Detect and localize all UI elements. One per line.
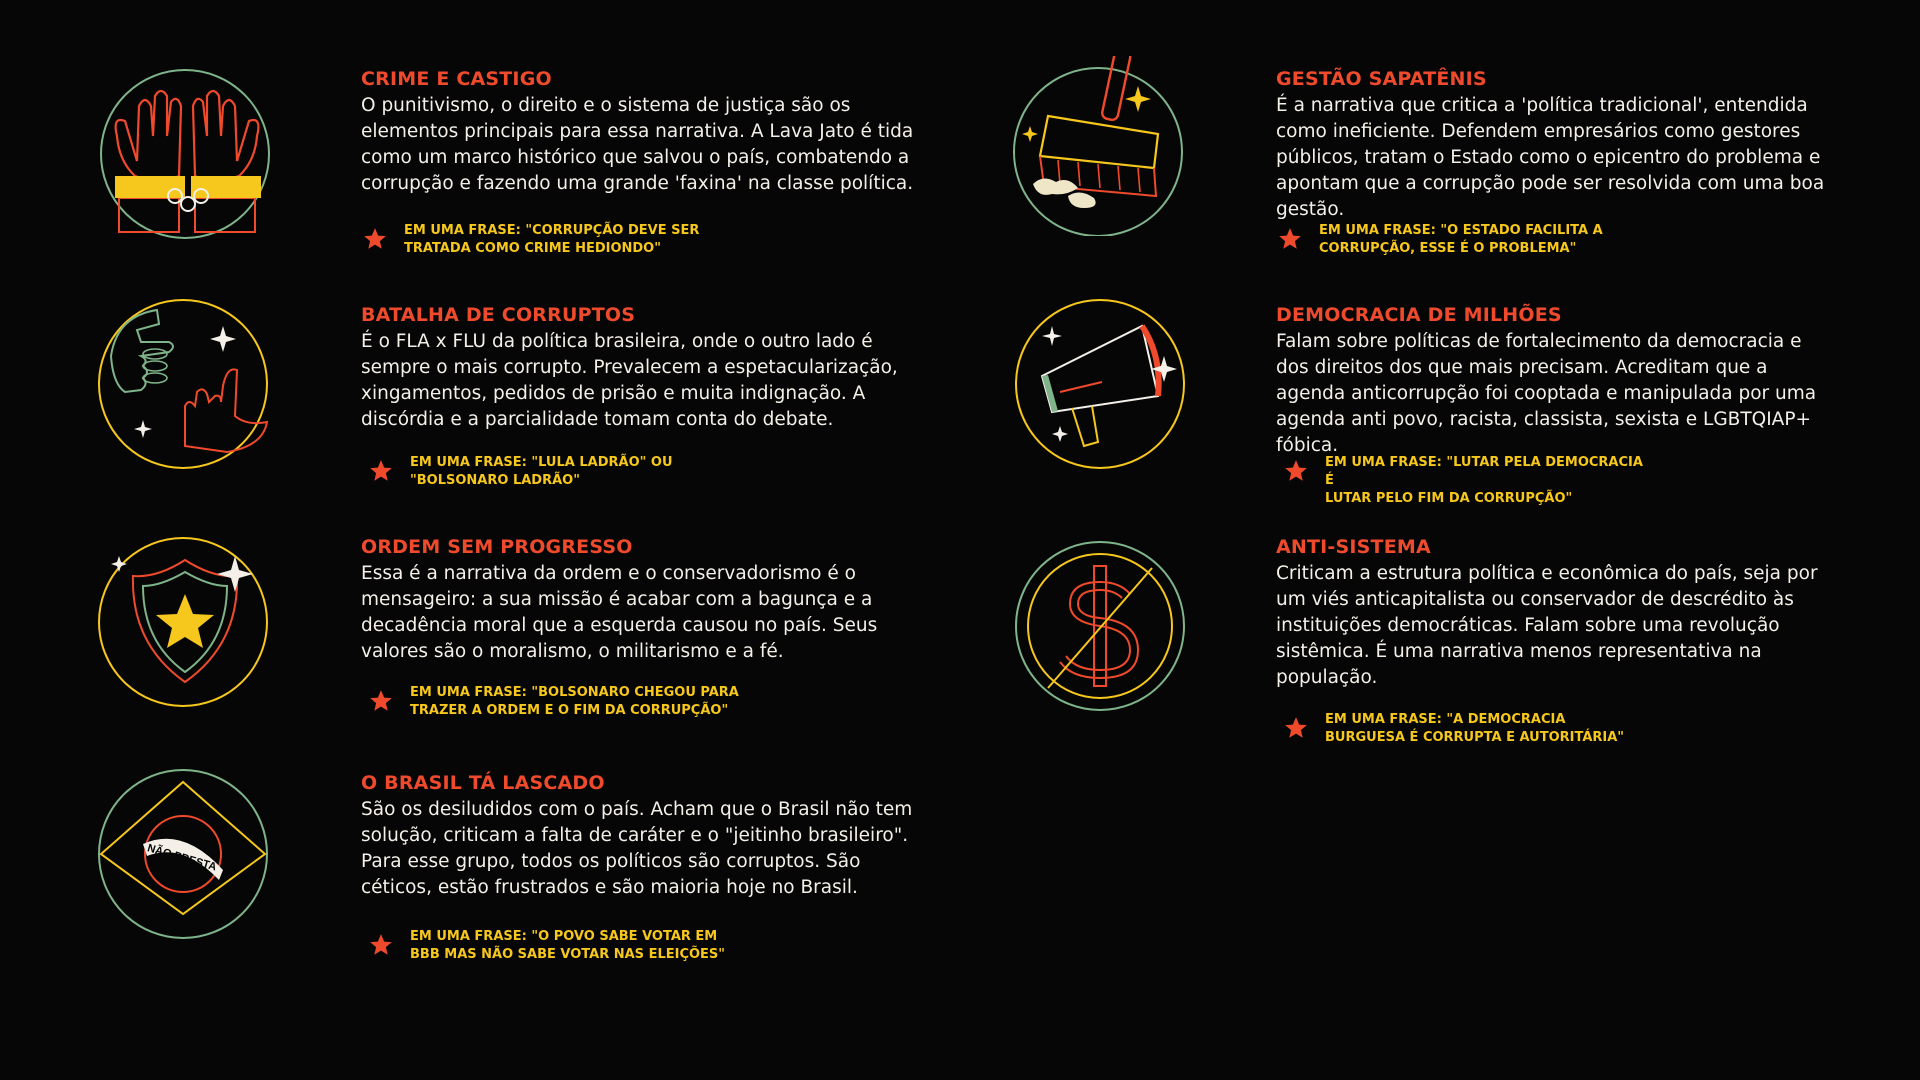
card-description: É o FLA x FLU da política brasileira, onde o outro lado é sempre o mais corrupto. Prevalecem a espetacularização, xingamentos, pedidos de prisão e muita indignação. A discórdia e a parcialidade tomam conta do debate.	[361, 331, 898, 430]
card-title: ORDEM SEM PROGRESSO	[361, 536, 633, 558]
shield-star-icon	[97, 534, 277, 714]
star-icon	[368, 932, 394, 958]
brazil-flag-icon	[97, 768, 277, 948]
card-description: O punitivismo, o direito e o sistema de justiça são os elementos principais para essa narrativa. A Lava Jato é tida como um marco histórico que salvou o país, combatendo a corrupção e fazendo uma grande 'faxina' na classe política.	[361, 95, 914, 194]
phrase-text: EM UMA FRASE: "A DEMOCRACIA BURGUESA É CORRUPTA E AUTORITÁRIA"	[1325, 712, 1625, 745]
flag-band-label: NÃO PRESTA	[145, 842, 218, 874]
card-title: GESTÃO SAPATÊNIS	[1276, 68, 1487, 90]
star-icon	[1283, 458, 1309, 484]
star-icon	[1277, 226, 1303, 252]
card-title: BATALHA DE CORRUPTOS	[361, 304, 636, 326]
phrase-text: EM UMA FRASE: "O ESTADO FACILITA A CORRUPÇÃO, ESSE É O PROBLEMA"	[1319, 223, 1603, 256]
phrase-text: EM UMA FRASE: "CORRUPÇÃO DEVE SER TRATADA COMO CRIME HEDIONDO"	[404, 223, 700, 256]
card-description: Falam sobre políticas de fortalecimento da democracia e dos direitos dos que mais precisam. Acreditam que a agenda anticorrupção foi cooptada e manipulada por uma agenda anti povo, racista, classista, sexista e LGBTQIAP+ fóbica.	[1276, 331, 1817, 456]
card-description: São os desiludidos com o país. Acham que o Brasil não tem solução, criticam a falta de caráter e o "jeitinho brasileiro". Para esse grupo, todos os políticos são corruptos. São céticos, estão frustrados e são maioria hoje no Brasil.	[361, 799, 913, 898]
star-icon	[368, 458, 394, 484]
star-icon	[1283, 715, 1309, 741]
star-icon	[362, 226, 388, 252]
card-title: DEMOCRACIA DE MILHÕES	[1276, 304, 1562, 326]
phrase-text: EM UMA FRASE: "BOLSONARO CHEGOU PARA TRAZER A ORDEM E O FIM DA CORRUPÇÃO"	[410, 685, 739, 718]
megaphone-icon	[1012, 296, 1192, 476]
card-title: O BRASIL TÁ LASCADO	[361, 772, 605, 794]
pointing-hands-icon	[97, 296, 277, 476]
card-title: ANTI-SISTEMA	[1276, 536, 1431, 558]
card-title: CRIME E CASTIGO	[361, 68, 552, 90]
phrase-text: EM UMA FRASE: "LUTAR PELA DEMOCRACIA É LUTAR PELO FIM DA CORRUPÇÃO"	[1325, 455, 1643, 506]
phrase-text: EM UMA FRASE: "LULA LADRÃO" OU "BOLSONARO LADRÃO"	[410, 455, 673, 488]
card-description: Essa é a narrativa da ordem e o conservadorismo é o mensageiro: a sua missão é acabar com a bagunça e a decadência moral que a esquerda causou no país. Seus valores são o moralismo, o militarismo e a fé.	[361, 563, 878, 662]
crossed-dollar-icon	[1012, 538, 1192, 718]
star-icon	[368, 688, 394, 714]
handcuffed-hands-icon	[97, 66, 277, 246]
card-description: É a narrativa que critica a 'política tradicional', entendida como ineficiente. Defendem empresários como gestores públicos, tratam o Estado como o epicentro do problema e apontam que a corrupção pode ser resolvida com uma boa gestão.	[1276, 95, 1825, 220]
phrase-text: EM UMA FRASE: "O POVO SABE VOTAR EM BBB MAS NÃO SABE VOTAR NAS ELEIÇÕES"	[410, 929, 726, 962]
broom-icon	[1008, 56, 1188, 236]
card-description: Criticam a estrutura política e econômica do país, seja por um viés anticapitalista ou conservador de descrédito às instituições democráticas. Falam sobre uma revolução sistêmica. É uma narrativa menos representativa na população.	[1276, 563, 1818, 688]
